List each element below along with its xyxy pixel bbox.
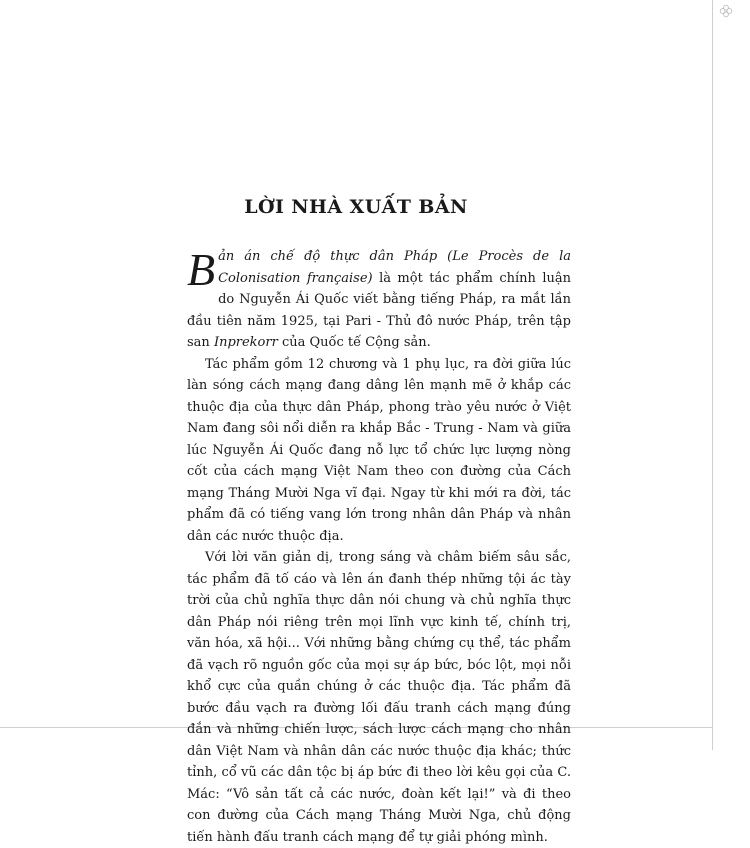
paragraph-2: Tác phẩm gồm 12 chương và 1 phụ lục, ra đời giữa lúc làn sóng cách mạng đang dâng lên mạnh mẽ ở khắp các thuộc địa của thực dân Pháp, phong trào yêu nước ở Việt Nam đang sôi nổi diễn ra khắp Bắc - Trung - Nam và giữa lúc Nguyễn Ái Quốc đang nỗ lực tổ chức lực lượng nòng cốt của cách mạng Việt Nam theo con đường của Cách mạng Tháng Mười Nga vĩ đại. Ngay từ khi mới ra đời, tác phẩm đã có tiếng vang lớn trong nhân dân Pháp và nhân dân các nước thuộc địa. (187, 356, 571, 544)
journal-name-italic: Inprekorr (213, 335, 278, 350)
page-title: LỜI NHÀ XUẤT BẢN (244, 196, 468, 218)
flower-mark-icon (719, 4, 733, 18)
drop-cap: B (187, 244, 216, 295)
body-text (187, 246, 571, 848)
paragraph-3: Với lời văn giản dị, trong sáng và châm biếm sâu sắc, tác phẩm đã tố cáo và lên án đanh thép những tội ác tày trời của chủ nghĩa thực dân nói chung và chủ nghĩa thực dân Pháp nói riêng trên mọi lĩnh vực kinh tế, chính trị, văn hóa, xã hội... Với những bằng chứng cụ thể, tác phẩm đã vạch rõ nguồn gốc của mọi sự áp bức, bóc lột, mọi nỗi khổ cực của quần chúng ở các thuộc địa. Tác phẩm đã bước đầu vạch ra đường lối đấu tranh cách mạng đúng đắn và những chiến lược, sách lược cách mạng cho nhân dân Việt Nam và nhân dân các nước thuộc địa khác; thức tỉnh, cổ vũ các dân tộc bị áp bức đi theo lời kêu gọi của C. Mác: “Vô sản tất cả các nước, đoàn kết lại!” và đi theo con đường của Cách mạng Tháng Mười Nga, chủ động tiến hành đấu tranh cách mạng để tự giải phóng mình. (187, 550, 571, 845)
paragraph-1-text-a: là một tác phẩm chính luận do Nguyễn Ái Quốc viết bằng tiếng Pháp, ra mắt lần đầu tiên năm 1925, tại Pari - Thủ đô nước Pháp, trên tập san (187, 270, 571, 350)
paragraph-1 (187, 246, 571, 354)
paragraph-1-text-b: của Quốc tế Cộng sản. (277, 335, 431, 350)
page-edge-right (712, 0, 713, 750)
book-title-italic: ản án chế độ thực dân Pháp (Le Procès de la Colonisation française) (218, 249, 571, 286)
